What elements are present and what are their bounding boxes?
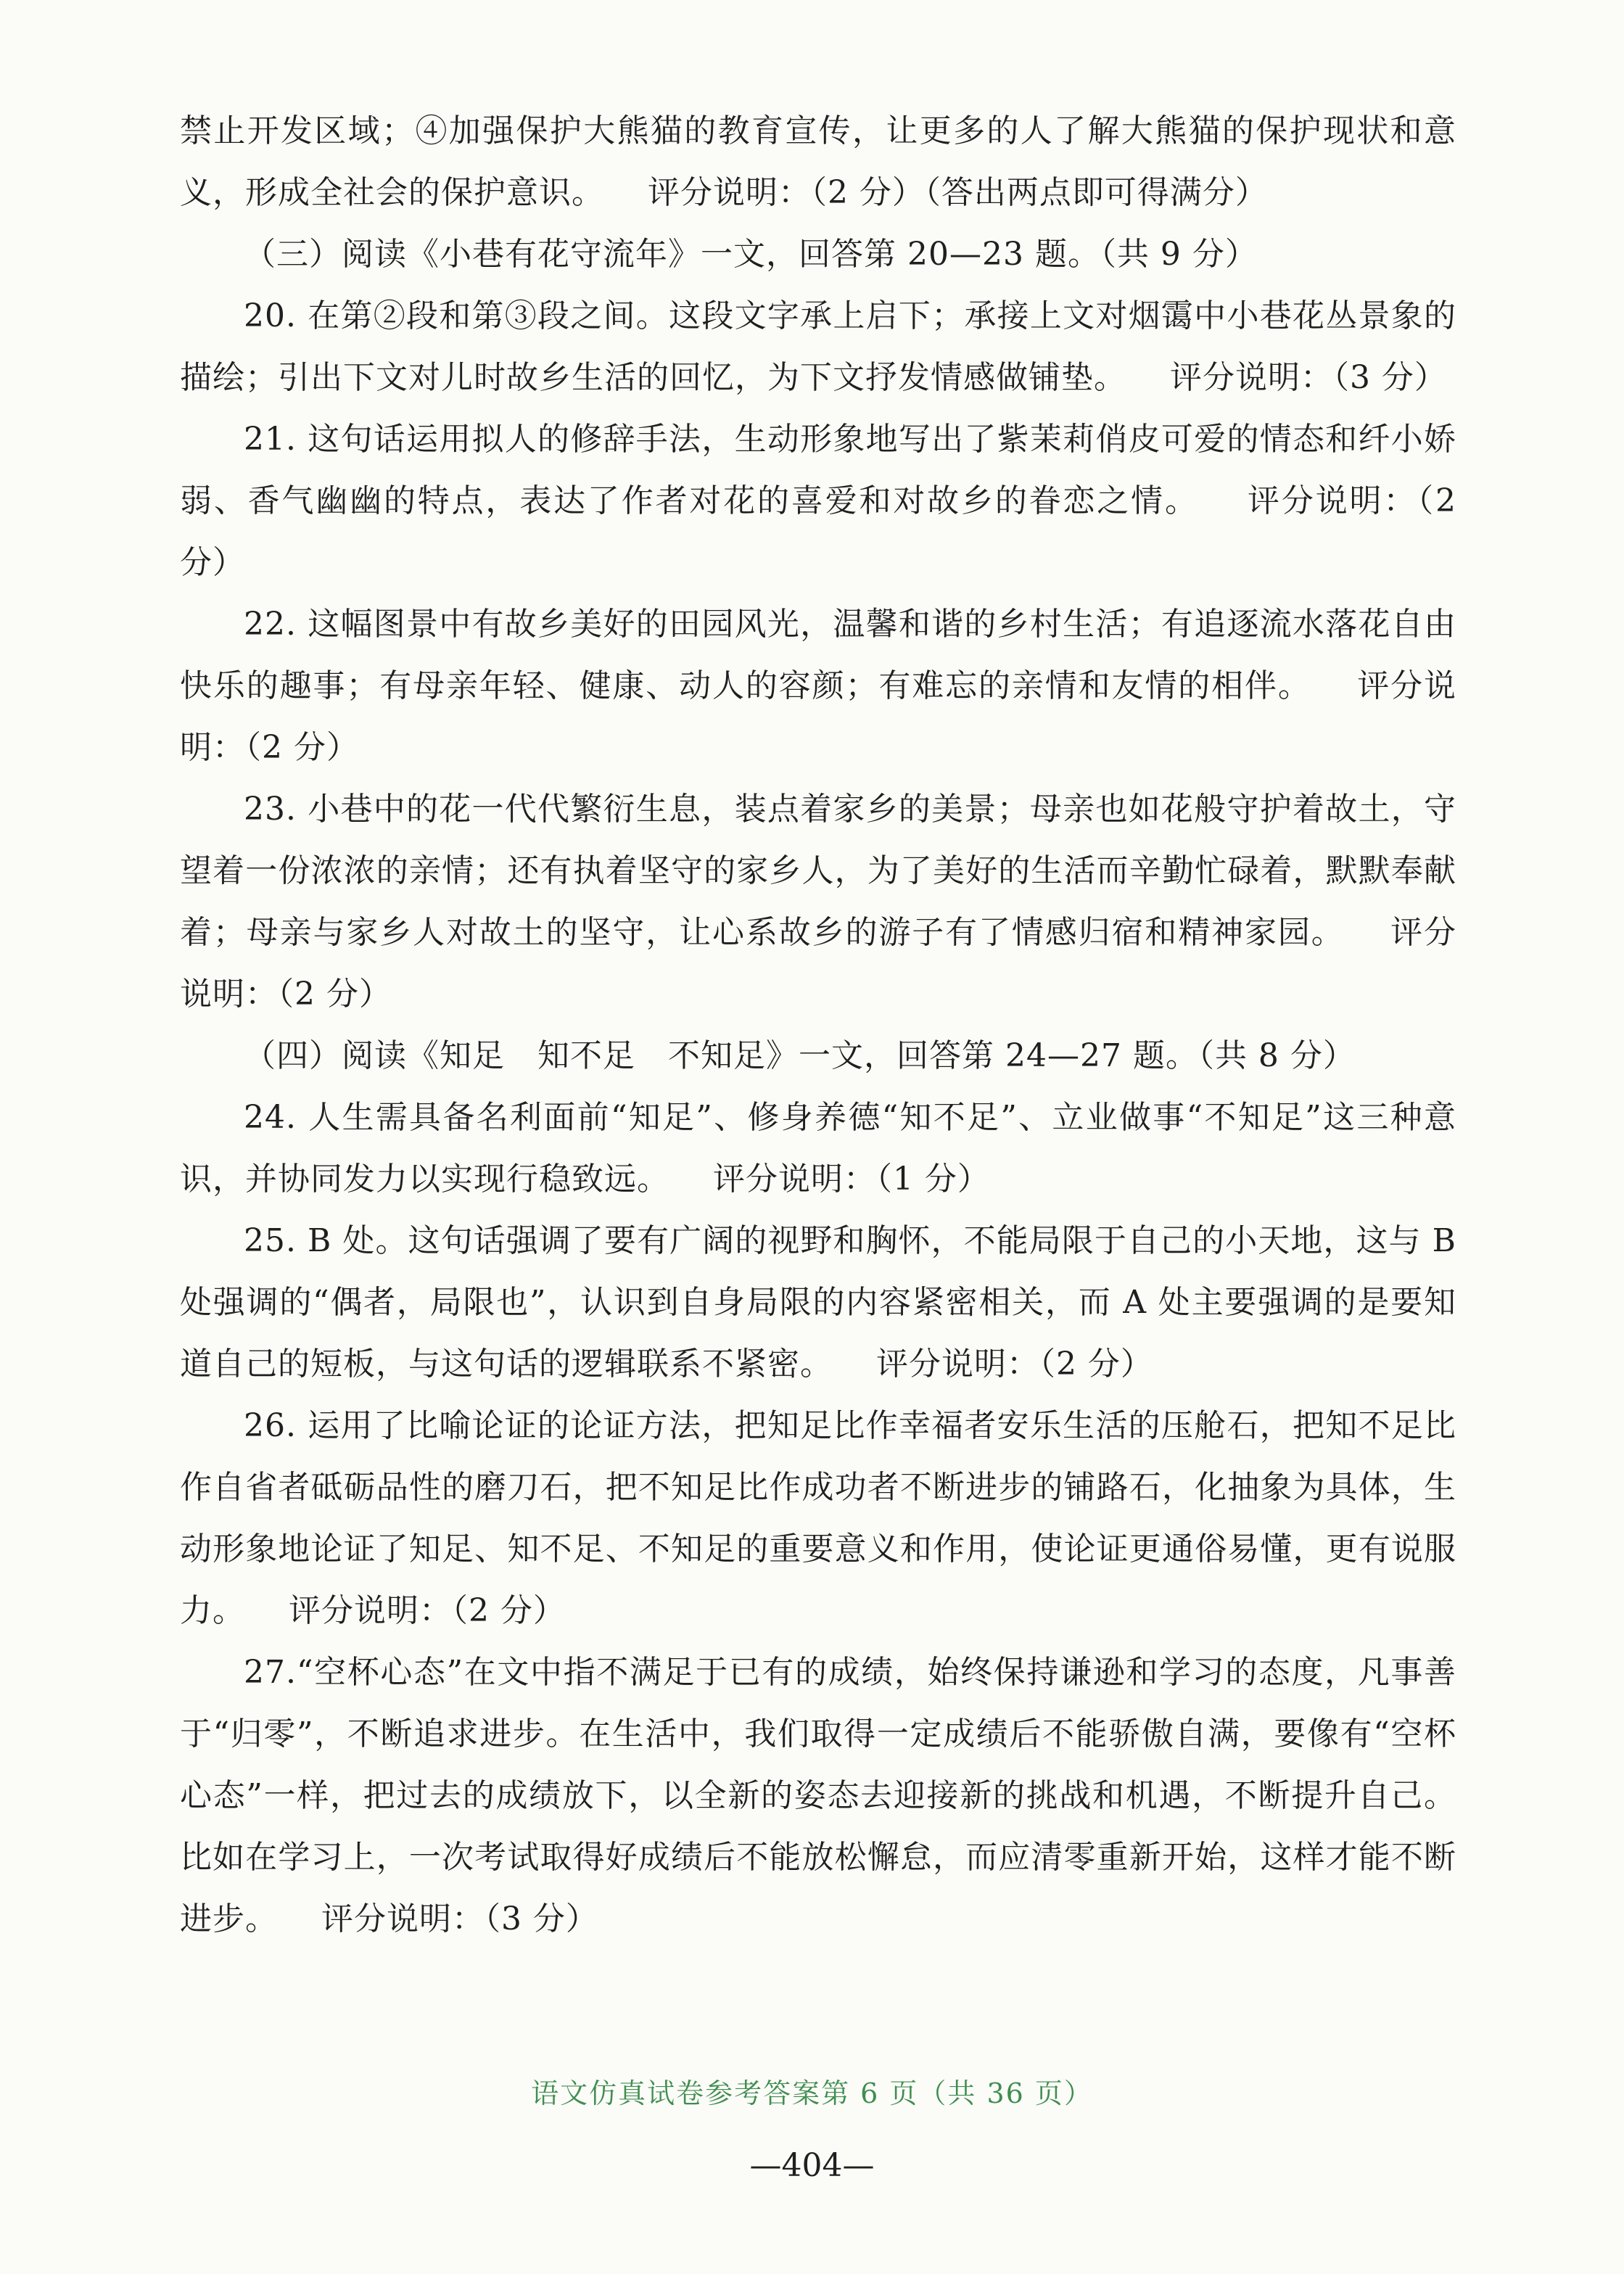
- answer-document: [180, 100, 1456, 1950]
- paragraph-text: 21. 这句话运用拟人的修辞手法，生动形象地写出了紫茉莉俏皮可爱的情态和纤小娇弱、香气幽幽的特点，表达了作者对花的喜爱和对故乡的眷恋之情。: [180, 421, 1456, 519]
- footer-title: 语文仿真试卷参考答案第 6 页（共 36 页）: [531, 2077, 1093, 2109]
- answer-paragraph-25: [180, 1210, 1456, 1395]
- paragraph-text: 禁止开发区域；④加强保护大熊猫的教育宣传，让更多的人了解大熊猫的保护现状和意义，形成全社会的保护意识。: [180, 112, 1456, 211]
- answer-paragraph-27: [180, 1641, 1456, 1950]
- paragraph-text: 26. 运用了比喻论证的论证方法，把知足比作幸福者安乐生活的压舱石，把知不足比作自省者砥砺品性的磨刀石，把不知足比作成功者不断进步的铺路石，化抽象为具体，生动形象地论证了知足、知不足、不知足的重要意义和作用，使论证更通俗易懂，更有说服力。: [180, 1407, 1456, 1629]
- section-heading-3: [180, 223, 1456, 285]
- answer-paragraph-23: [180, 778, 1456, 1025]
- score-note: 评分说明：（3 分）: [1169, 359, 1447, 396]
- score-note: 评分说明：（2 分）（答出两点即可得满分）: [647, 174, 1268, 211]
- paragraph-text: 25. B 处。这句话强调了要有广阔的视野和胸怀，不能局限于自己的小天地，这与 B 处强调的“偶者，局限也”，认识到自身局限的内容紧密相关，而 A 处主要强调的是要知道自己的短板，与这句话的逻辑联系不紧密。: [180, 1222, 1456, 1383]
- score-note: 评分说明：（2 分）: [180, 667, 1457, 766]
- section-heading-text: （三）阅读《小巷有花守流年》一文，回答第 20—23 题。（共 9 分）: [244, 236, 1258, 273]
- score-note: 评分说明：（1 分）: [712, 1161, 990, 1198]
- answer-paragraph-24: [180, 1087, 1456, 1210]
- section-heading-text: （四）阅读《知足 知不足 不知足》一文，回答第 24—27 题。（共 8 分）: [244, 1037, 1356, 1074]
- paragraph-text: 20. 在第②段和第③段之间。这段文字承上启下；承接上文对烟霭中小巷花丛景象的描绘；引出下文对儿时故乡生活的回忆，为下文抒发情感做铺垫。: [180, 297, 1456, 396]
- answer-paragraph-22: [180, 593, 1456, 778]
- score-note: 评分说明：（2 分）: [180, 482, 1456, 581]
- page-number: —404—: [749, 2147, 875, 2184]
- section-heading-4: [180, 1025, 1456, 1087]
- answer-paragraph-continued: [180, 100, 1456, 223]
- paragraph-text: 24. 人生需具备名利面前“知足”、修身养德“知不足”、立业做事“不知足”这三种意识，并协同发力以实现行稳致远。: [180, 1099, 1456, 1198]
- answer-paragraph-21: [180, 408, 1456, 593]
- paragraph-text: 27.“空杯心态”在文中指不满足于已有的成绩，始终保持谦逊和学习的态度，凡事善于“归零”，不断追求进步。在生活中，我们取得一定成绩后不能骄傲自满，要像有“空杯心态”一样，把过去的成绩放下，以全新的姿态去迎接新的挑战和机遇，不断提升自己。比如在学习上，一次考试取得好成绩后不能放松懈怠，而应清零重新开始，这样才能不断进步。: [180, 1654, 1456, 1937]
- score-note: 评分说明：（2 分）: [875, 1346, 1153, 1383]
- answer-paragraph-20: [180, 285, 1456, 408]
- paragraph-text: 22. 这幅图景中有故乡美好的田园风光，温馨和谐的乡村生活；有追逐流水落花自由快乐的趣事；有母亲年轻、健康、动人的容颜；有难忘的亲情和友情的相伴。: [180, 606, 1456, 704]
- score-note: 评分说明：（3 分）: [321, 1900, 598, 1937]
- score-note: 评分说明：（2 分）: [180, 914, 1457, 1013]
- answer-paragraph-26: [180, 1395, 1456, 1641]
- score-note: 评分说明：（2 分）: [288, 1592, 566, 1629]
- paragraph-text: 23. 小巷中的花一代代繁衍生息，装点着家乡的美景；母亲也如花般守护着故土，守望着一份浓浓的亲情；还有执着坚守的家乡人，为了美好的生活而辛勤忙碌着，默默奉献着；母亲与家乡人对故土的坚守，让心系故乡的游子有了情感归宿和精神家园。: [180, 791, 1456, 951]
